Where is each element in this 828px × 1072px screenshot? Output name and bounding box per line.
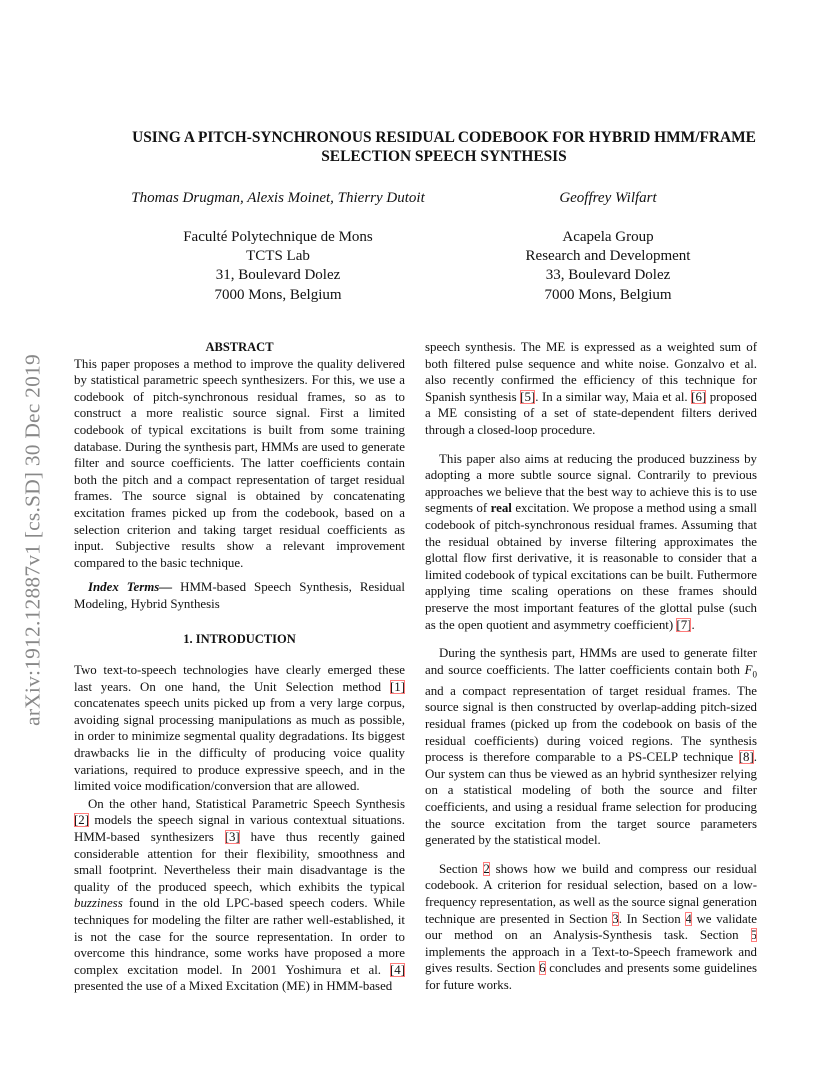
citation-link[interactable]: [1] — [389, 679, 405, 694]
citation-link[interactable]: [2] — [74, 813, 90, 828]
section-link[interactable]: 2 — [483, 861, 490, 876]
affiliation-line: Acapela Group — [562, 229, 654, 245]
affiliation-line: Research and Development — [525, 248, 691, 265]
text-run: and a compact representation of target residual frames. The source signal is then constructed by overlap-adding pitch-sized residual frames (picked up from the codebook on basis of the residual coefficients) during voiced regions. The synthesis process is therefore comparable to a PS-CELP technique — [425, 683, 757, 765]
text-run: shows how we build and compress our residual codebook. A criterion for residual selection, based on a low-frequency representation, as well as the source signal generation technique are presented in Section — [425, 861, 758, 926]
text-run: During the synthesis part, HMMs are used to generate filter and source coefficients. The latter coefficients contain both — [425, 646, 757, 677]
text-run: . Our system can thus be viewed as an hybrid synthesizer relying on a statistical modeling of both the source and filter coefficients, and using a residual frame selection for producing the source excitation from the target source parameters generated by the statistical model. — [425, 750, 757, 848]
text-run: implements the approach in a Text-to-Speech framework and gives results. Section — [425, 944, 757, 976]
text-run: speech synthesis. The ME is expressed as a weighted sum of both filtered pulse sequence and white noise. Gonzalvo et al. also recently confirmed the efficiency of this technique for Spanish synthesis — [425, 340, 757, 404]
text-run: concludes and presents some guidelines for future works. — [425, 961, 757, 992]
text-run: . — [691, 617, 695, 632]
text-run: . In a similar way, Maia et al. — [535, 389, 692, 404]
right-paragraph-2 — [425, 451, 757, 634]
affiliation-line: 7000 Mons, Belgium — [544, 286, 672, 303]
affiliation-line: 7000 Mons, Belgium — [214, 286, 342, 303]
affiliation-line: TCTS Lab — [246, 248, 310, 265]
title-line-1: USING A PITCH-SYNCHRONOUS RESIDUAL CODEBOOK FOR HYBRID HMM/FRAME — [132, 129, 756, 146]
text-run: have thus recently gained considerable attention for their flexibility, smoothness and small footprint. Nevertheless their main disadvantage is the quality of the produced speech, which exhibits the typical — [74, 830, 406, 894]
right-paragraph-4 — [425, 861, 757, 994]
f0-symbol: F — [744, 662, 753, 677]
introduction-heading: 1. INTRODUCTION — [183, 631, 296, 646]
affiliation-right — [520, 228, 696, 305]
section-link[interactable]: 6 — [539, 961, 546, 976]
authors-right: Geoffrey Wilfart — [559, 190, 657, 206]
abstract-heading: ABSTRACT — [205, 340, 274, 354]
citation-link[interactable]: [4] — [389, 962, 405, 977]
right-paragraph-1 — [425, 339, 757, 439]
affiliation-line: 31, Boulevard Dolez — [215, 267, 341, 284]
right-paragraph-3 — [425, 645, 757, 849]
right-column — [425, 339, 757, 994]
index-terms — [74, 579, 405, 612]
text-run: Section — [439, 861, 484, 876]
affiliation-line: Faculté Polytechnique de Mons — [183, 229, 373, 245]
text-run: This paper also aims at reducing the produced buzziness by adopting a more subtle source signal. Contrarily to previous approaches we believe that the best way to achieve this is to use segments of — [425, 451, 757, 516]
citation-link[interactable]: [7] — [676, 617, 692, 632]
title-line-2: SELECTION SPEECH SYNTHESIS — [321, 148, 567, 165]
text-run: concatenates speech units picked up from a very large corpus, avoiding signal processing manipulations as much as possible, in order to minimize segmental quality degradations. Its biggest drawbacks lie in the difficulty of producing voice quality variations, required to produce expressive speech, and in the limited voice modification/conversion that are allowed. — [74, 696, 405, 794]
index-terms-label: Index Terms— — [88, 580, 173, 595]
arxiv-stamp — [10, 290, 56, 790]
authors-left: Thomas Drugman, Alexis Moinet, Thierry Dutoit — [131, 190, 425, 206]
citation-link[interactable]: [6] — [691, 389, 707, 404]
text-run: . In Section — [618, 911, 686, 926]
emphasis: buzziness — [74, 896, 123, 911]
section-link[interactable]: 5 — [750, 928, 757, 943]
index-terms-text: HMM-based Speech Synthesis, Residual Modeling, Hybrid Synthesis — [74, 580, 405, 611]
abstract-text: This paper proposes a method to improve the quality delivered by statistical parametric speech synthesizers. For this, we use a codebook of pitch-synchronous residual frames, so as to construct a more realistic source signal. First a limited codebook of typical excitations is built from some training database. During the synthesis part, HMMs are used to generate filter and source coefficients. The latter coefficients contain both the pitch and a compact representation of target residual frames. The source signal is obtained by concatenating excitation frames picked up from the codebook, based on a selection criterion and taking target residual coefficients as input. Subjective results show a relevant improvement compared to the basic technique. — [74, 356, 405, 570]
text-run: On the other hand, Statistical Parametric Speech Synthesis — [88, 796, 405, 811]
bold-text: real — [490, 501, 512, 516]
text-run: Two text-to-speech technologies have clearly emerged these last years. On one hand, the Unit Selection method — [74, 663, 405, 694]
section-link[interactable]: 4 — [685, 911, 692, 926]
text-run: proposed a ME consisting of a set of state-dependent filters derived through a closed-loop procedure. — [425, 389, 757, 437]
f0-subscript: 0 — [752, 669, 757, 680]
text-run: found in the old LPC-based speech coders. While techniques for modeling the filter are rather well-established, it is not the case for the source representation. In order to overcome this hindrance, some works have proposed a more complex excitation model. In 2001 Yoshimura et al. — [74, 896, 405, 977]
intro-paragraph-2 — [74, 796, 405, 995]
affiliation-line: 33, Boulevard Dolez — [545, 267, 671, 284]
paper-title — [70, 128, 818, 166]
text-run: models the speech signal in various contextual situations. HMM-based synthesizers — [74, 813, 405, 845]
arxiv-id: arXiv:1912.12887v1 [cs.SD] 30 Dec 2019 — [20, 354, 45, 726]
text-run: excitation. We propose a method using a small codebook of pitch-synchronous residual frames. Assuming that the residual obtained by inverse filtering approximates the glottal flow first derivative, it is reasonable to consider that a limited codebook of typical excitations can be built. Futhermore applying time scaling operations on these frames should preserve the most important features of the glottal pulse (such as the open quotient and asymmetry coefficient) — [425, 501, 757, 632]
citation-link[interactable]: [3] — [224, 830, 240, 845]
text-run: presented the use of a Mixed Excitation (ME) in HMM-based — [74, 979, 393, 994]
text-run: we validate our method on an Analysis-Synthesis task. Section — [425, 911, 757, 943]
intro-paragraph-1 — [74, 662, 405, 795]
citation-link[interactable]: [5] — [520, 389, 536, 404]
section-link[interactable]: 3 — [612, 911, 619, 926]
affiliation-left — [120, 228, 436, 305]
citation-link[interactable]: [8] — [738, 750, 754, 765]
left-column — [74, 339, 405, 995]
